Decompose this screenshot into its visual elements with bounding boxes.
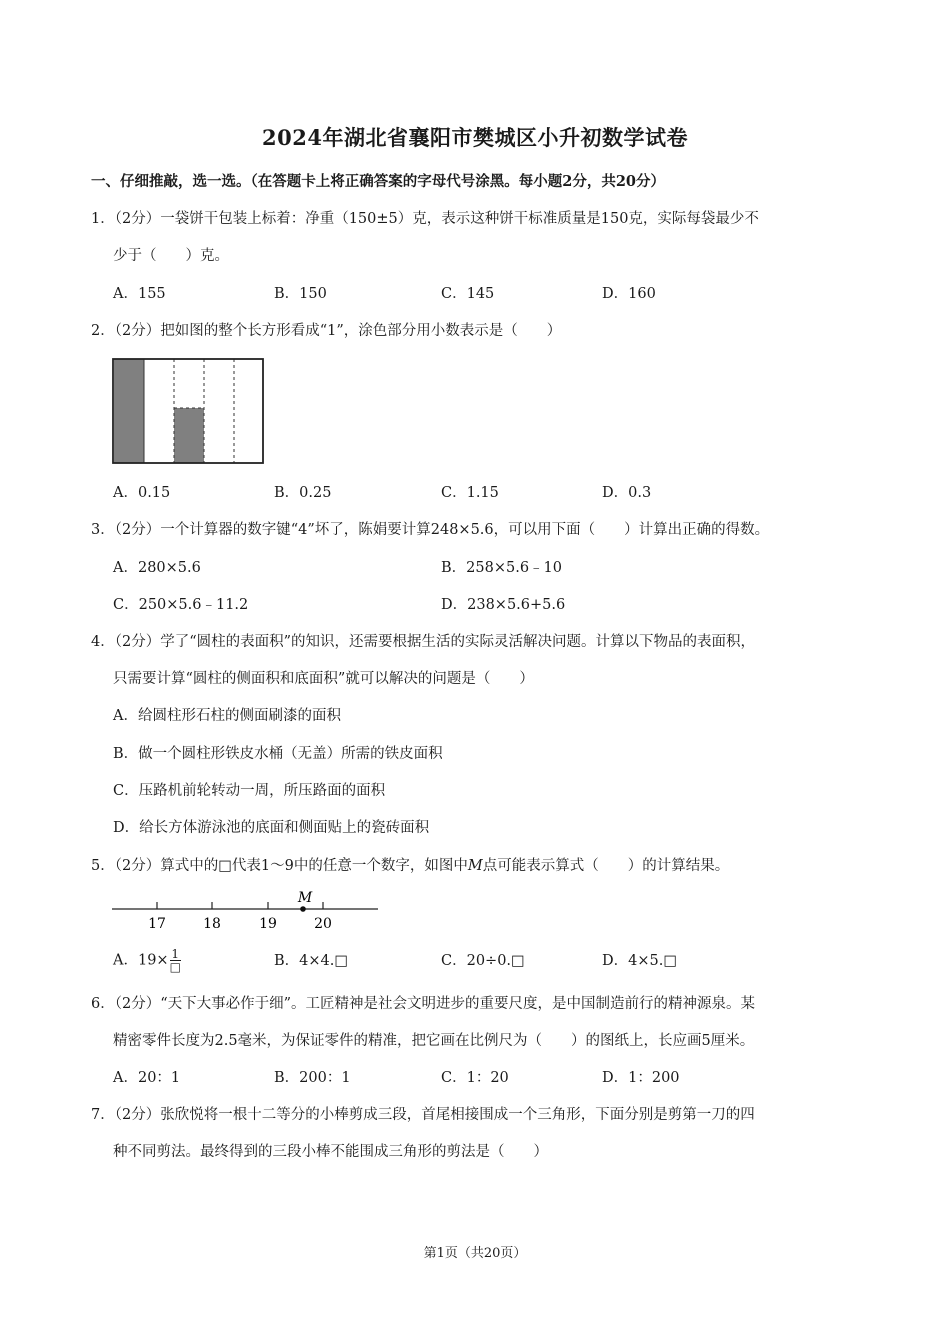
q4-option-a: A．给圆柱形石柱的侧面刷漆的面积 (113, 708, 341, 724)
q6-option-b: B．200：1 (274, 1070, 351, 1086)
q3-option-b: B．258×5.6﹣10 (441, 560, 562, 576)
q3-option-c: C．250×5.6﹣11.2 (113, 597, 249, 613)
question-1-text: 1．（2分）一袋饼干包装上标着：净重（150±5）克，表示这种饼干标准质量是150克，实际每袋最少不 (91, 211, 759, 227)
question-7-text-cont: 种不同剪法。最终得到的三段小棒不能围成三角形的剪法是（ ） (113, 1144, 548, 1160)
q3-option-a: A．280×5.6 (113, 560, 201, 576)
q2-option-d: D．0.3 (602, 485, 652, 501)
number-line (110, 886, 382, 934)
q3-option-d: D．238×5.6+5.6 (441, 597, 566, 613)
q4-option-d: D．给长方体游泳池的底面和侧面贴上的瓷砖面积 (113, 820, 430, 836)
tick-label-19: 19 (259, 916, 277, 932)
question-2-text: 2．（2分）把如图的整个长方形看成“1”，涂色部分用小数表示是（ ） (91, 323, 562, 339)
tick-label-17: 17 (148, 916, 166, 932)
question-4-text: 4．（2分）学了“圆柱的表面积”的知识，还需要根据生活的实际灵活解决问题。计算以下物品的表面积， (91, 634, 756, 650)
question-5-text: 5．（2分）算式中的□代表1～9中的任意一个数字，如图中M点可能表示算式（ ）的计算结果。 (91, 858, 730, 874)
rectangle-figure (112, 358, 265, 466)
point-m (300, 906, 306, 912)
question-7-text: 7．（2分）张欣悦将一根十二等分的小棒剪成三段，首尾相接围成一个三角形，下面分别是剪第一刀的四 (91, 1107, 755, 1123)
q1-option-a: A．155 (113, 286, 166, 302)
q5-option-a: A．19× $\frac{1}{□}$ (113, 947, 181, 974)
q5-option-c: C．20÷0.□ (441, 953, 525, 969)
fraction: $\frac{1}{□}$ (169, 947, 181, 974)
question-6-text: 6．（2分）“天下大事必作于细”。工匠精神是社会文明进步的重要尺度，是中国制造前行的精神源泉。某 (91, 996, 756, 1012)
q6-option-d: D．1：200 (602, 1070, 680, 1086)
q4-option-b: B．做一个圆柱形铁皮水桶（无盖）所需的铁皮面积 (113, 746, 443, 762)
question-6-text-cont: 精密零件长度为2.5毫米，为保证零件的精准，把它画在比例尺为（ ）的图纸上，长应画5厘米。 (113, 1033, 755, 1049)
point-m-label: M (297, 890, 313, 906)
q1-option-c: C．145 (441, 286, 495, 302)
q5-option-b: B．4×4.□ (274, 953, 349, 969)
tick-label-18: 18 (203, 916, 221, 932)
q6-option-c: C．1：20 (441, 1070, 509, 1086)
q2-option-a: A．0.15 (113, 485, 171, 501)
q2-option-c: C．1.15 (441, 485, 499, 501)
q4-option-c: C．压路机前轮转动一周，所压路面的面积 (113, 783, 386, 799)
question-1-text-cont: 少于（ ）克。 (113, 248, 229, 264)
q5-option-d: D．4×5.□ (602, 953, 678, 969)
shaded-column (114, 359, 144, 463)
page-title: 2024年湖北省襄阳市樊城区小升初数学试卷 (262, 125, 688, 150)
shaded-half-column (174, 408, 204, 463)
section-heading: 一、仔细推敲，选一选。（在答题卡上将正确答案的字母代号涂黑。每小题2分，共20分） (91, 173, 666, 190)
tick-label-20: 20 (314, 916, 332, 932)
page-footer: 第1页（共20页） (423, 1246, 527, 1261)
q1-option-d: D．160 (602, 286, 656, 302)
q2-option-b: B．0.25 (274, 485, 332, 501)
question-4-text-cont: 只需要计算“圆柱的侧面积和底面积”就可以解决的问题是（ ） (113, 671, 534, 687)
question-3-text: 3．（2分）一个计算器的数字键“4”坏了，陈娟要计算248×5.6，可以用下面（ ）计算出正确的得数。 (91, 522, 770, 538)
q1-option-b: B．150 (274, 286, 327, 302)
q6-option-a: A．20：1 (113, 1070, 181, 1086)
